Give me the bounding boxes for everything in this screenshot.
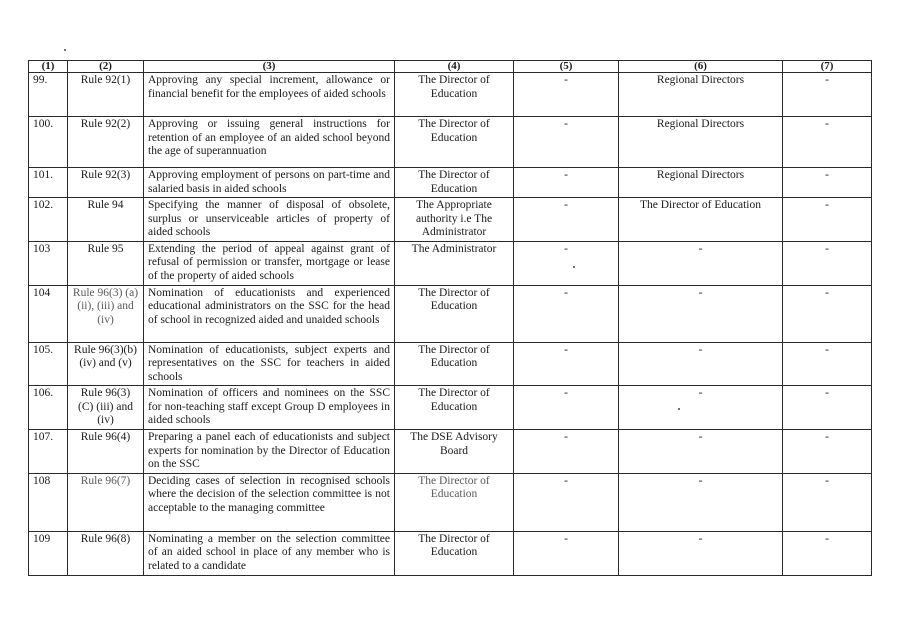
column-header: (2) [68,61,144,73]
power-description: Nomination of officers and nominees on the SSC for non-teaching staff except Group D employees in aided schools [144,386,395,430]
rule-reference: Rule 92(3) [68,168,144,198]
power-description: Nomination of educationists, subject experts and representatives on the SSC for teachers in aided schools [144,342,395,386]
authority: The Director of Education [395,168,514,198]
table-row [29,168,872,198]
column-7-value: - [783,73,872,117]
column-5-value: - [514,531,619,575]
column-7-value: - [783,198,872,242]
table-row [29,430,872,474]
column-6-value: - [619,430,783,474]
delegated-authority: Regional Directors [619,117,783,168]
column-7-value: - [783,342,872,386]
table-row [29,73,872,117]
serial-number: 100. [29,117,68,168]
column-7-value: - [783,168,872,198]
column-6-value: - [619,241,783,285]
serial-number: 109 [29,531,68,575]
column-7-value: - [783,386,872,430]
column-5-value: - [514,473,619,531]
authority: The Director of Education [395,386,514,430]
authority: The Appropriate authority i.e The Administrator [395,198,514,242]
power-description: Approving employment of persons on part-time and salaried basis in aided schools [144,168,395,198]
serial-number: 105. [29,342,68,386]
column-5-value: - [514,168,619,198]
power-description: Deciding cases of selection in recognised schools where the decision of the selection committee is not acceptable to the managing committee [144,473,395,531]
authority: The Director of Education [395,73,514,117]
column-6-value: - [619,342,783,386]
serial-number: 99. [29,73,68,117]
delegated-authority: Regional Directors [619,168,783,198]
column-header: (5) [514,61,619,73]
authority: The Director of Education [395,473,514,531]
table-row [29,241,872,285]
table-row [29,285,872,342]
column-7-value: - [783,430,872,474]
column-header: (7) [783,61,872,73]
scan-speck [64,49,66,51]
serial-number: 106. [29,386,68,430]
serial-number: 107. [29,430,68,474]
rule-reference: Rule 96(7) [68,473,144,531]
power-description: Approving or issuing general instructions for retention of an employee of an aided school beyond the age of superannuation [144,117,395,168]
delegated-authority: The Director of Education [619,198,783,242]
table-row [29,117,872,168]
table-row [29,342,872,386]
rule-reference: Rule 96(3) (C) (iii) and (iv) [68,386,144,430]
column-header: (3) [144,61,395,73]
authority: The Director of Education [395,285,514,342]
serial-number: 103 [29,241,68,285]
rule-reference: Rule 96(8) [68,531,144,575]
delegation-table [28,60,872,576]
column-7-value: - [783,241,872,285]
power-description: Preparing a panel each of educationists and subject experts for nomination by the Director of Education on the SSC [144,430,395,474]
serial-number: 108 [29,473,68,531]
column-5-value: - [514,386,619,430]
authority: The Director of Education [395,117,514,168]
column-5-value: - [514,73,619,117]
table-row [29,473,872,531]
authority: The Director of Education [395,531,514,575]
table-row [29,386,872,430]
column-6-value: - [619,531,783,575]
column-6-value: - [619,473,783,531]
column-5-value: - [514,342,619,386]
column-5-value: - [514,241,619,285]
authority: The Administrator [395,241,514,285]
column-header: (4) [395,61,514,73]
column-6-value: - [619,285,783,342]
power-description: Approving any special increment, allowance or financial benefit for the employees of aided schools [144,73,395,117]
power-description: Nominating a member on the selection committee of an aided school in place of any member who is related to a candidate [144,531,395,575]
rule-reference: Rule 96(3)(b) (iv) and (v) [68,342,144,386]
authority: The DSE Advisory Board [395,430,514,474]
delegated-authority: Regional Directors [619,73,783,117]
column-5-value: - [514,117,619,168]
rule-reference: Rule 92(1) [68,73,144,117]
column-5-value: - [514,285,619,342]
rule-reference: Rule 95 [68,241,144,285]
table-row [29,198,872,242]
authority: The Director of Education [395,342,514,386]
power-description: Specifying the manner of disposal of obsolete, surplus or unserviceable articles of property of aided schools [144,198,395,242]
serial-number: 102. [29,198,68,242]
column-5-value: - [514,430,619,474]
column-7-value: - [783,531,872,575]
serial-number: 101. [29,168,68,198]
rule-reference: Rule 96(3) (a)(ii), (iii) and (iv) [68,285,144,342]
column-header: (1) [29,61,68,73]
column-7-value: - [783,473,872,531]
table-row [29,531,872,575]
rule-reference: Rule 94 [68,198,144,242]
power-description: Nomination of educationists and experienced educational administrators on the SSC for the head of school in recognized aided and unaided schools [144,285,395,342]
serial-number: 104 [29,285,68,342]
rule-reference: Rule 92(2) [68,117,144,168]
column-7-value: - [783,117,872,168]
column-header: (6) [619,61,783,73]
power-description: Extending the period of appeal against grant of refusal of permission or transfer, mortgage or lease of the property of aided schools [144,241,395,285]
header-row [29,61,872,73]
column-6-value: - [619,386,783,430]
rule-reference: Rule 96(4) [68,430,144,474]
column-5-value: - [514,198,619,242]
column-7-value: - [783,285,872,342]
